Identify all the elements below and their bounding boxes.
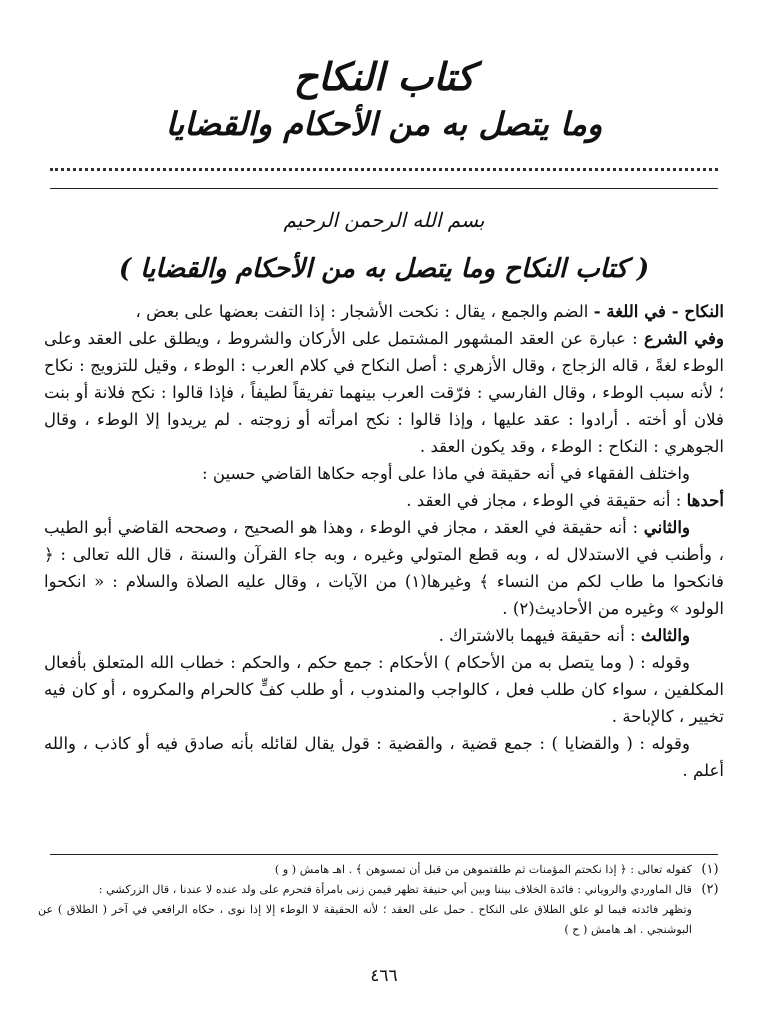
footnote-1 bbox=[38, 860, 728, 880]
paragraph-3-text: واختلف الفقهاء في أنه حقيقة في ماذا على أوجه حكاها القاضي حسين : bbox=[202, 464, 690, 483]
paragraph-4 bbox=[44, 487, 724, 514]
title-line-2: وما يتصل به من الأحكام والقضايا bbox=[165, 105, 603, 143]
paragraph-2 bbox=[44, 325, 724, 460]
paragraph-1-text: الضم والجمع ، يقال : نكحت الأشجار : إذا التفت بعضها على بعض ، bbox=[135, 302, 594, 321]
dotted-divider bbox=[50, 158, 718, 171]
header-rule bbox=[50, 188, 718, 189]
paragraph-5-lead: والثاني bbox=[643, 517, 690, 537]
footnote-1-text: كقوله تعالى : ﴿ إذا نكحتم المؤمنات ثم طلقتموهن من قبل أن تمسوهن ﴾ . اهـ هامش ( و ) bbox=[274, 863, 692, 876]
paragraph-7-text: وقوله : ( وما يتصل به من الأحكام ) الأحكام : جمع حكم ، والحكم : خطاب الله المتعلق بأفعال المكلفين ، سواء كان طلب فعل ، كالواجب والمندوب ، أو طلب كفٍّ كالحرام والمكروه ، أو كان فيه تخيير ، كالإباحة . bbox=[44, 653, 724, 726]
paragraph-4-lead: أحدها bbox=[686, 490, 724, 510]
main-text bbox=[44, 298, 724, 784]
footnote-2 bbox=[38, 880, 728, 900]
paragraph-7 bbox=[44, 649, 724, 730]
paragraph-2-text: : عبارة عن العقد المشهور المشتمل على الأركان والشروط ، ويطلق على العقد وعلى الوطء لغةً ، قاله الزجاج ، وقال الأزهري : أصل النكاح في كلام العرب : الوطء ، وقيل للتزويج : نكاح ؛ لأنه سبب الوطء ، وقال الفارسي : فرّقت العرب بينهما تفريقاً لطيفاً ، فإذا قالوا : نكح فلانة أو بنت فلان أو أخته . أرادوا : عقد عليها ، وإذا قالوا : نكح امرأته أو زوجته . لم يريدوا إلا الوطء ، وقال الجوهري : النكاح : الوطء ، وقد يكون العقد . bbox=[44, 329, 724, 456]
footnote-2-number: (٢) bbox=[701, 882, 719, 897]
paragraph-6 bbox=[44, 622, 724, 649]
paragraph-5 bbox=[44, 514, 724, 622]
footnote-rule bbox=[50, 854, 718, 855]
paragraph-8 bbox=[44, 730, 724, 784]
paragraph-8-text: وقوله : ( والقضايا ) : جمع قضية ، والقضية : قول يقال لقائله بأنه صادق فيه أو كاذب ، والله أعلم . bbox=[44, 734, 724, 780]
footnote-1-number: (١) bbox=[701, 862, 719, 877]
paragraph-6-text: : أنه حقيقة فيهما بالاشتراك . bbox=[438, 626, 641, 645]
paragraph-1-lead: النكاح - في اللغة - bbox=[593, 301, 724, 321]
page-header bbox=[0, 52, 768, 146]
paragraph-6-lead: والثالث bbox=[640, 625, 690, 645]
paragraph-2-lead: وفي الشرع bbox=[643, 328, 724, 348]
paragraph-1 bbox=[44, 298, 724, 325]
paragraph-4-text: : أنه حقيقة في الوطء ، مجاز في العقد . bbox=[406, 491, 687, 510]
basmala: بسم الله الرحمن الرحيم bbox=[283, 208, 485, 232]
paragraph-5-text: : أنه حقيقة في العقد ، مجاز في الوطء ، وهذا هو الصحيح ، وصححه القاضي أبو الطيب ، وأطنب في الاستدلال له ، وبه قطع المتولي وغيره ، وبه جاء القرآن والسنة ، قال الله تعالى : ﴿ فانكحوا ما طاب لكم من النساء ﴾ وغيرها(١) من الآيات ، وقال عليه الصلاة والسلام : « انكحوا الولود » وغيره من الأحاديث(٢) . bbox=[44, 518, 724, 618]
footnote-2-continuation: وتظهر فائدته فيما لو علق الطلاق على النكاح . حمل على العقد ؛ لأنه الحقيقة لا الوطء إلا إذا نوى ، حكاه الرافعي في آخر ( الطلاق ) عن البوشنجي . اهـ هامش ( ح ) bbox=[38, 903, 692, 936]
footnotes bbox=[38, 860, 728, 940]
paragraph-3 bbox=[44, 460, 724, 487]
title-line-1: كتاب النكاح bbox=[293, 54, 475, 99]
page-number: ٤٦٦ bbox=[370, 966, 398, 986]
chapter-heading: ( كتاب النكاح وما يتصل به من الأحكام والقضايا ) bbox=[118, 254, 650, 284]
footnote-2-text: قال الماوردي والروياني : فائدة الخلاف بيننا وبين أبي حنيفة تظهر فيمن زنى بامرأة فتحرم على ولد عنده لا عندنا ، قال الزركشي : bbox=[98, 883, 692, 896]
